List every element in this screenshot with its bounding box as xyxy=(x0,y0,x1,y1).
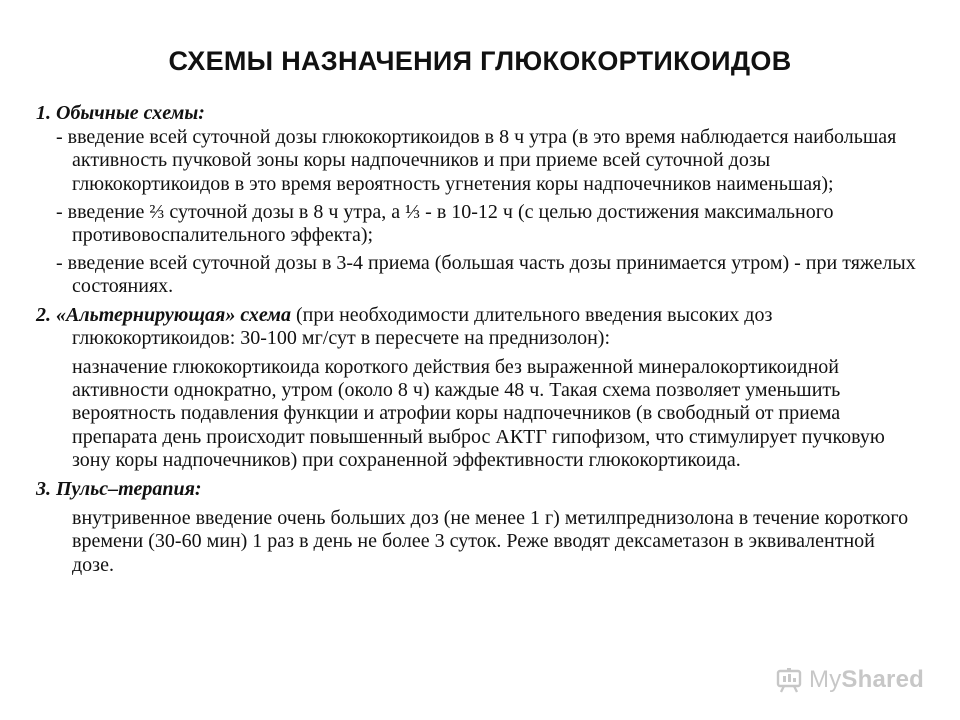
section-1-item-1: - введение всей суточной дозы глюкокортикоидов в 8 ч утра (в это время наблюдается наибольшая активность пучковой зоны коры надпочечников и при приеме всей суточной дозы глюкокортикоидов в это время вероятность угнетения коры надпочечников наименьшая); xyxy=(56,126,897,195)
section-1-heading xyxy=(36,102,916,125)
slide-title: СХЕМЫ НАЗНАЧЕНИЯ ГЛЮКОКОРТИКОИДОВ xyxy=(168,46,792,76)
section-3-paragraph: внутривенное введение очень больших доз (не менее 1 г) метилпреднизолона в течение короткого времени (30-60 мин) 1 раз в день не более 3 суток. Реже вводят дексаметазон в эквивалентной дозе. xyxy=(72,507,909,576)
section-1-item-2: - введение ⅔ суточной дозы в 8 ч утра, а ⅓ - в 10-12 ч (с целью достижения максимального противовоспалительного эффекта); xyxy=(56,200,834,247)
section-2-heading-rest: (при необходимости длительного введения высоких доз глюкокортикоидов: 30-100 мг/сут в пересчете на преднизолон): xyxy=(72,303,773,349)
presentation-board-icon xyxy=(775,666,803,694)
section-3-heading xyxy=(36,478,916,501)
watermark-text xyxy=(809,666,924,694)
section-1-item-3: - введение всей суточной дозы в 3-4 приема (большая часть дозы принимается утром) - при тяжелых состояниях. xyxy=(56,252,916,298)
section-2-heading-lead: 2. «Альтернирующая» схема xyxy=(36,303,292,326)
section-3-heading-text: 3. Пульс–терапия: xyxy=(36,478,202,501)
watermark-brand-suffix: Shared xyxy=(841,666,924,693)
watermark-logo xyxy=(775,666,924,694)
section-1-heading-text: 1. Обычные схемы: xyxy=(36,102,205,124)
section-2-paragraph: назначение глюкокортикоида короткого действия без выраженной минералокортикоидной активности однократно, утром (около 8 ч) каждые 48 ч. Такая схема позволяет уменьшить вероятность подавления функции и атрофии коры надпочечников (в свободный от приема препарата день происходит повышенный выброс АКТГ гипофизом, что стимулирует пучковую зону коры надпочечников) при сохраненной эффективности глюкокортикоида. xyxy=(72,356,885,471)
slide-content xyxy=(36,102,916,583)
section-2-heading xyxy=(36,304,916,350)
watermark-brand-prefix: My xyxy=(809,666,842,693)
